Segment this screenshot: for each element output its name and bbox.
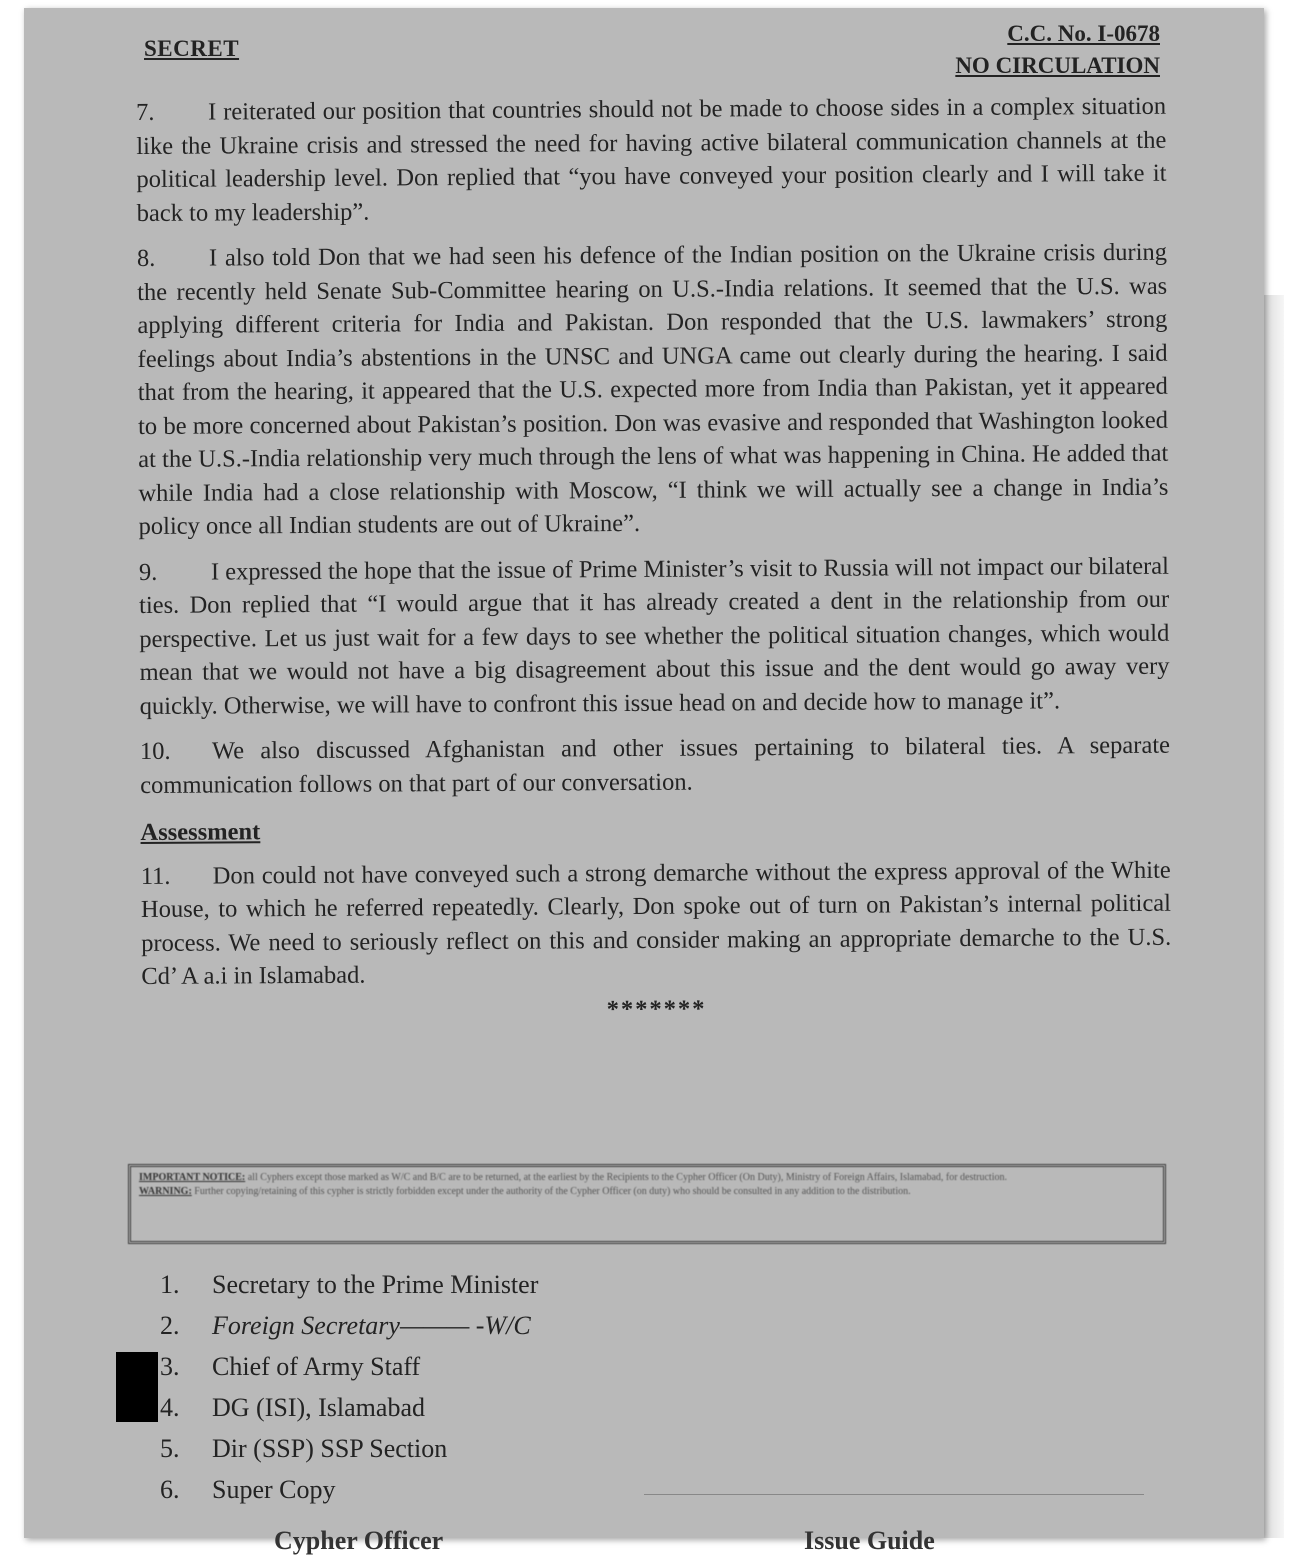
paragraph-11 <box>141 853 1172 993</box>
list-item-number: 4. <box>160 1393 180 1422</box>
cc-number: C.C. No. I-0678 <box>1007 21 1160 46</box>
list-item-number: 6. <box>160 1475 180 1504</box>
paragraph-8 <box>137 236 1169 544</box>
footer-right-label: Issue Guide <box>804 1526 935 1555</box>
list-item <box>160 1346 538 1387</box>
list-item <box>160 1305 538 1346</box>
paragraph-text: I reiterated our position that countries should not be made to choose sides in a complex situation like the Ukraine crisis and stressed the need for having active bilateral communication channels at the political leadership level. Don replied that “you have conveyed your position clearly and I will take it back to my leadership”. <box>136 92 1167 227</box>
paragraph-text: I also told Don that we had seen his defence of the Indian position on the Ukraine crisis during the recently held Senate Sub-Committee hearing on U.S.-India relations. It seemed that the U.S. was applying different criteria for India and Pakistan. Don responded that the U.S. lawmakers’ strong feelings about India’s abstentions in the UNSC and UNGA came out clearly during the hearing. I said that from the hearing, it appeared that the U.S. expected more from India than Pakistan, yet it appeared to be more concerned about Pakistan’s position. Don was evasive and responded that Washington looked at the U.S.-India relationship very much through the lens of what was happening in China. He added that while India had a close relationship with Moscow, “I think we will actually see a change in India’s policy once all Indian students are out of Ukraine”. <box>137 238 1169 540</box>
paragraph-text: I expressed the hope that the issue of Prime Minister’s visit to Russia will not impact our bilateral ties. Don replied that “I would argue that it has already created a dent in the relationship from our perspective. Let us just wait for a few days to see whether the political situation changes, which would mean that we would not have a big disagreement about this issue and the dent would go away very quickly. Otherwise, we will have to confront this issue head on and decide how to manage it”. <box>139 552 1170 720</box>
paragraph-number: 7. <box>136 98 155 126</box>
list-item-number: 3. <box>160 1352 180 1381</box>
assessment-heading: Assessment <box>140 818 261 846</box>
paragraph-text: We also discussed Afghanistan and other issues pertaining to bilateral ties. A separate communication follows on that part of our conversation. <box>140 731 1171 799</box>
important-notice <box>139 1171 1155 1185</box>
distribution-list <box>160 1264 538 1510</box>
list-item <box>160 1264 538 1305</box>
important-notice-box <box>128 1164 1166 1244</box>
redaction-block <box>116 1352 158 1422</box>
list-item <box>160 1428 538 1469</box>
circulation-label: NO CIRCULATION <box>955 53 1160 78</box>
important-notice-label: IMPORTANT NOTICE: <box>139 1172 246 1183</box>
list-item-label: Chief of Army Staff <box>212 1352 421 1381</box>
header-right <box>955 18 1160 82</box>
signature-rule <box>644 1494 1144 1495</box>
list-item <box>160 1469 538 1510</box>
warning-label: WARNING: <box>139 1186 192 1197</box>
list-item-label: Foreign Secretary——— -W/C <box>212 1311 531 1340</box>
paragraph-10 <box>140 729 1170 802</box>
list-item-label: DG (ISI), Islamabad <box>212 1393 425 1422</box>
list-item-number: 2. <box>160 1311 180 1340</box>
paragraph-7 <box>136 90 1167 230</box>
important-notice-text: all Cyphers except those marked as W/C and B/C are to be returned, at the earliest by the Recipients to the Cypher Officer (On Duty), Ministry of Foreign Affairs, Islamabad, for destruction. <box>247 1172 1007 1183</box>
list-item <box>160 1387 538 1428</box>
list-item-label: Dir (SSP) SSP Section <box>212 1434 448 1463</box>
list-item-label: Secretary to the Prime Minister <box>212 1270 539 1299</box>
footer-left-label: Cypher Officer <box>274 1526 444 1555</box>
list-item-label: Super Copy <box>212 1475 336 1504</box>
list-item-number: 1. <box>160 1270 180 1299</box>
document-body <box>136 90 1172 1024</box>
warning-notice <box>139 1185 1155 1199</box>
page-edge-shadow <box>1264 295 1284 1538</box>
paragraph-number: 11. <box>140 862 171 890</box>
paragraph-number: 8. <box>136 244 156 272</box>
warning-text: Further copying/retaining of this cypher is strictly forbidden except under the authority of the Cypher Officer (on duty) who should be consulted in any addition to the distribution. <box>194 1186 911 1197</box>
paragraph-number: 9. <box>138 558 158 586</box>
list-item-number: 5. <box>160 1434 180 1463</box>
paragraph-text: Don could not have conveyed such a strong demarche without the express approval of the White House, to which he referred repeatedly. Clearly, Don spoke out of turn on Pakistan’s internal political process. We need to seriously reflect on this and consider making an appropriate demarche to the U.S. Cd’ A a.i in Islamabad. <box>140 856 1172 990</box>
paragraph-9 <box>139 549 1170 723</box>
separator: ******* <box>606 995 707 1023</box>
classification-label: SECRET <box>144 36 240 61</box>
paragraph-number: 10. <box>139 737 171 765</box>
document-page <box>24 8 1264 1555</box>
